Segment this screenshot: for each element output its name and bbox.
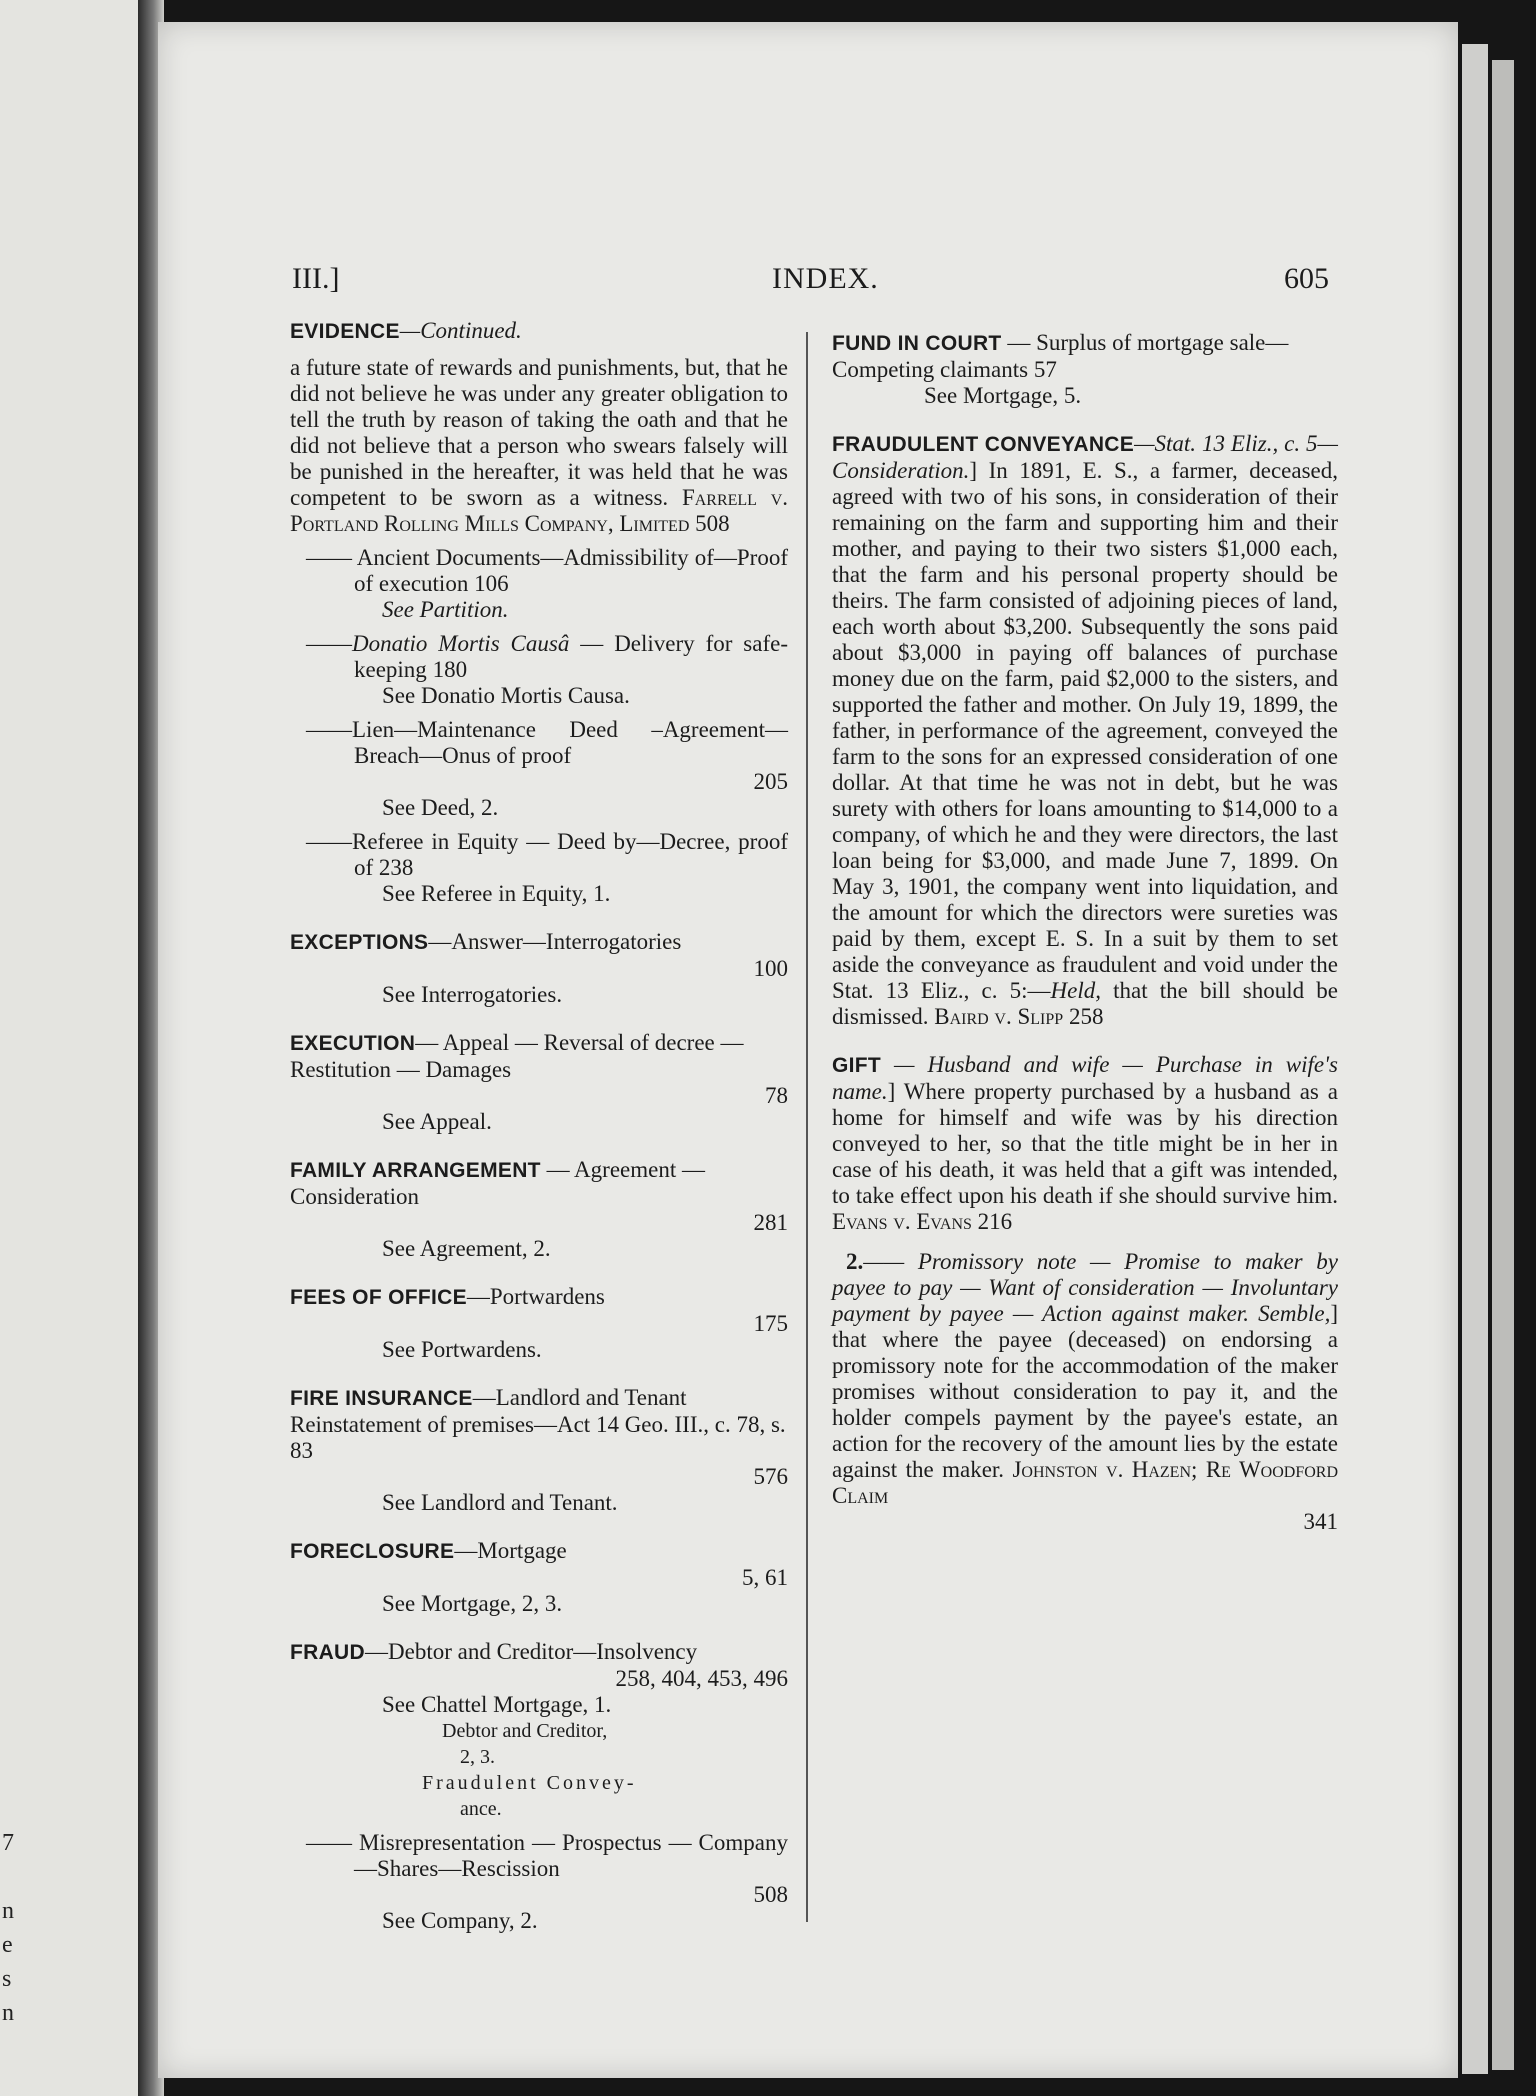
see-reference: See Agreement, 2. [382, 1236, 551, 1261]
page-ref: 106 [474, 571, 509, 596]
page-ref: 281 [753, 1210, 788, 1235]
page-ref: 258, 404, 453, 496 [615, 1666, 788, 1691]
entry-body: —Mortgage [454, 1538, 567, 1563]
sub-entry-italic: Donatio Mortis Causâ [352, 631, 570, 656]
sub-entry [290, 1830, 788, 1882]
entry-head: FRAUDULENT CONVEYANCE [832, 433, 1135, 456]
page-edge [1462, 44, 1488, 2074]
sub-entry [832, 1249, 1338, 1535]
sub-entry-number: 2. [846, 1249, 864, 1274]
entry-head: FIRE INSURANCE [290, 1387, 473, 1410]
page-ref: 258 [1068, 1004, 1104, 1029]
case-name: Evans v. Evans [832, 1209, 972, 1234]
entry-head: FRAUD [290, 1641, 365, 1664]
sub-entry-text: — Delivery for safe-keeping [354, 631, 788, 682]
entry-head: GIFT [832, 1054, 882, 1077]
entry-text [290, 355, 788, 537]
see-reference: See Interrogatories. [382, 982, 563, 1007]
sub-entry-text: ——Lien—Maintenance Deed –Agreement—Breach—Onus of proof [306, 717, 788, 768]
page-ref: 5, 61 [742, 1565, 788, 1590]
entry-head: EXECUTION [290, 1032, 416, 1055]
entry-heading [290, 318, 788, 345]
entry-body: — Appeal — Reversal of decree — Restitution — Damages [290, 1030, 744, 1082]
see-reference: See Mortgage, 5. [924, 383, 1082, 408]
page-ref: 341 [1303, 1509, 1338, 1534]
entry-body: that the bill should be dismissed. [832, 978, 1338, 1029]
see-reference: See Mortgage, 2, 3. [382, 1591, 563, 1616]
index-entry-gift [832, 1052, 1338, 1535]
see-reference: See Donatio Mortis Causa. [382, 683, 630, 708]
sub-entry [290, 631, 788, 683]
see-reference: See Appeal. [382, 1109, 492, 1134]
see-reference: See Portwardens. [382, 1337, 542, 1362]
index-entry-fraudulent-conveyance [832, 431, 1338, 1030]
entry-body: ] In 1891, E. S., a farmer, deceased, agreed with two of his sons, in consideration of their remaining on the farm and supporting him and their mother, and paying to their two sisters $1,000 each, that the farm and his personal property should be theirs. The farm consisted of adjoining pieces of land, each worth about $3,200. Subsequently the sons paid about $3,000 in paying off balances of purchase money due on the farm, paid $2,000 to the sisters, and supported the father and mother. On July 19, 1899, the father, in performance of the agreement, conveyed the farm to the sons for an expressed consideration of one dollar. At that time he was not in debt, but he was surety with others for loans amounting to $14,000 to a company, of which he and they were directors, the last loan being for $3,000, and made June 7, 1899. On May 3, 1901, the company went into liquidation, and the amount for which the directors were sureties was paid by them, except E. S. In a suit by them to set aside the conveyance as fraudulent and void under the Stat. 13 Eliz., c. 5:— [832, 458, 1338, 1003]
entry-head: FAMILY ARRANGEMENT [290, 1159, 541, 1182]
running-head-left: III.] [292, 262, 340, 295]
sub-entry [290, 545, 788, 597]
sub-entry [290, 829, 788, 881]
right-column [832, 330, 1338, 1557]
see-reference: See Referee in Equity, 1. [382, 881, 611, 906]
sub-entry-text: ——Referee in Equity — Deed by—Decree, proof of [306, 829, 788, 880]
page-ref: 508 [695, 511, 730, 536]
see-reference: Fraudulent Convey- [422, 1772, 637, 1794]
page-number: 605 [1284, 262, 1329, 295]
sub-entry-text: ] that where the payee (deceased) on endorsing a promissory note for the accommodation of the maker promises without consideration to pay it, and the holder compels payment by the payee's estate, an action for the recovery of the amount lies by the estate against the maker. [832, 1301, 1338, 1482]
page-ref: 508 [753, 1882, 788, 1907]
entry-head: EVIDENCE [290, 320, 400, 343]
running-head-title: INDEX. [772, 262, 879, 295]
page-edge [1492, 60, 1514, 2070]
entry-body: —Debtor and Creditor—Insolvency [365, 1639, 698, 1664]
see-reference: See Chattel Mortgage, 1. [382, 1692, 612, 1717]
index-entry-execution [290, 1030, 788, 1135]
see-reference: See Deed, 2. [382, 795, 499, 820]
index-entry-foreclosure [290, 1538, 788, 1617]
continued-label: —Continued. [399, 318, 522, 343]
sub-entry-italic: —— Promissory note — Promise to maker by payee to pay — Want of consideration — Involuntary payment by payee — Action against maker. [832, 1249, 1338, 1326]
page-ref: 216 [977, 1209, 1013, 1234]
page-ref: 175 [753, 1311, 788, 1336]
page-ref: 576 [753, 1464, 788, 1489]
see-reference: See Company, 2. [382, 1908, 538, 1933]
sub-entry-text: —— Misrepresentation — Prospectus — Company—Shares—Rescission [306, 1830, 788, 1881]
entry-body: —Answer—Interrogatories [428, 929, 682, 954]
index-entry-exceptions [290, 929, 788, 1008]
entry-body: a future state of rewards and punishments, but, that he did not believe he was under any greater obligation to tell the truth by reason of taking the oath and that he did not believe that a person who swears falsely will be punished in the hereafter, it was held that he was competent to be sworn as a witness. [290, 355, 788, 510]
entry-body: —Portwardens [466, 1284, 605, 1309]
entry-body: — Agreement — Consideration [290, 1157, 705, 1209]
entry-head: FORECLOSURE [290, 1540, 455, 1563]
previous-page-letters: 7 n e s n [2, 1830, 14, 2026]
left-column [290, 318, 788, 1956]
entry-head: FUND IN COURT [832, 332, 1002, 355]
see-reference: ance. [460, 1798, 502, 1820]
index-entry-fire-insurance [290, 1385, 788, 1516]
case-name: Baird v. Slipp [934, 1004, 1064, 1029]
sub-entry-text: —— Ancient Documents—Admissibility of—Proof of execution [306, 545, 788, 596]
entry-body: ] Where property purchased by a husband as a home for himself and wife was by his direction conveyed to her, so that the title might be in her in case of his death, it was held that a gift was intended, to take effect upon his death if she should survive him. [832, 1079, 1338, 1208]
index-entry-fund-in-court [832, 330, 1338, 409]
page-ref: 180 [432, 657, 468, 682]
entry-italic: —Stat. 13 Eliz., c. 5—Consideration. [832, 431, 1338, 483]
page-ref: 78 [765, 1083, 788, 1108]
page-ref: 100 [753, 956, 788, 981]
index-entry-fees-of-office [290, 1284, 788, 1363]
page-ref: 57 [1033, 357, 1057, 382]
page-ref: 238 [378, 855, 414, 880]
index-entry-evidence [290, 318, 788, 907]
sub-entry [290, 717, 788, 769]
entry-head: EXCEPTIONS [290, 931, 429, 954]
see-reference: See Landlord and Tenant. [382, 1490, 618, 1515]
see-reference: See Partition. [382, 597, 509, 622]
see-reference: 2, 3. [460, 1746, 495, 1768]
semble-label: Semble, [1258, 1301, 1331, 1326]
see-reference: Debtor and Creditor, [442, 1720, 608, 1742]
entry-italic: — Husband and wife — Purchase in wife's name. [832, 1052, 1338, 1104]
sub-entry-dash: —— [306, 631, 352, 656]
case-name: Farrell v. Portland Rolling Mills Company, Limited [290, 485, 788, 536]
entry-body: —Landlord and Tenant Reinstatement of premises—Act 14 Geo. III., c. 78, s. 83 [290, 1385, 786, 1463]
case-name: Johnston v. Hazen; Re Woodford Claim [832, 1457, 1338, 1508]
index-entry-family-arrangement [290, 1157, 788, 1262]
page-ref: 205 [753, 769, 788, 794]
column-rule [806, 332, 808, 1922]
previous-page-strip [0, 0, 150, 2096]
entry-head: FEES OF OFFICE [290, 1286, 467, 1309]
held-label: Held, [1050, 978, 1101, 1003]
index-entry-fraud [290, 1639, 788, 1934]
entry-body: — Surplus of mortgage sale—Competing claimants [832, 330, 1289, 382]
